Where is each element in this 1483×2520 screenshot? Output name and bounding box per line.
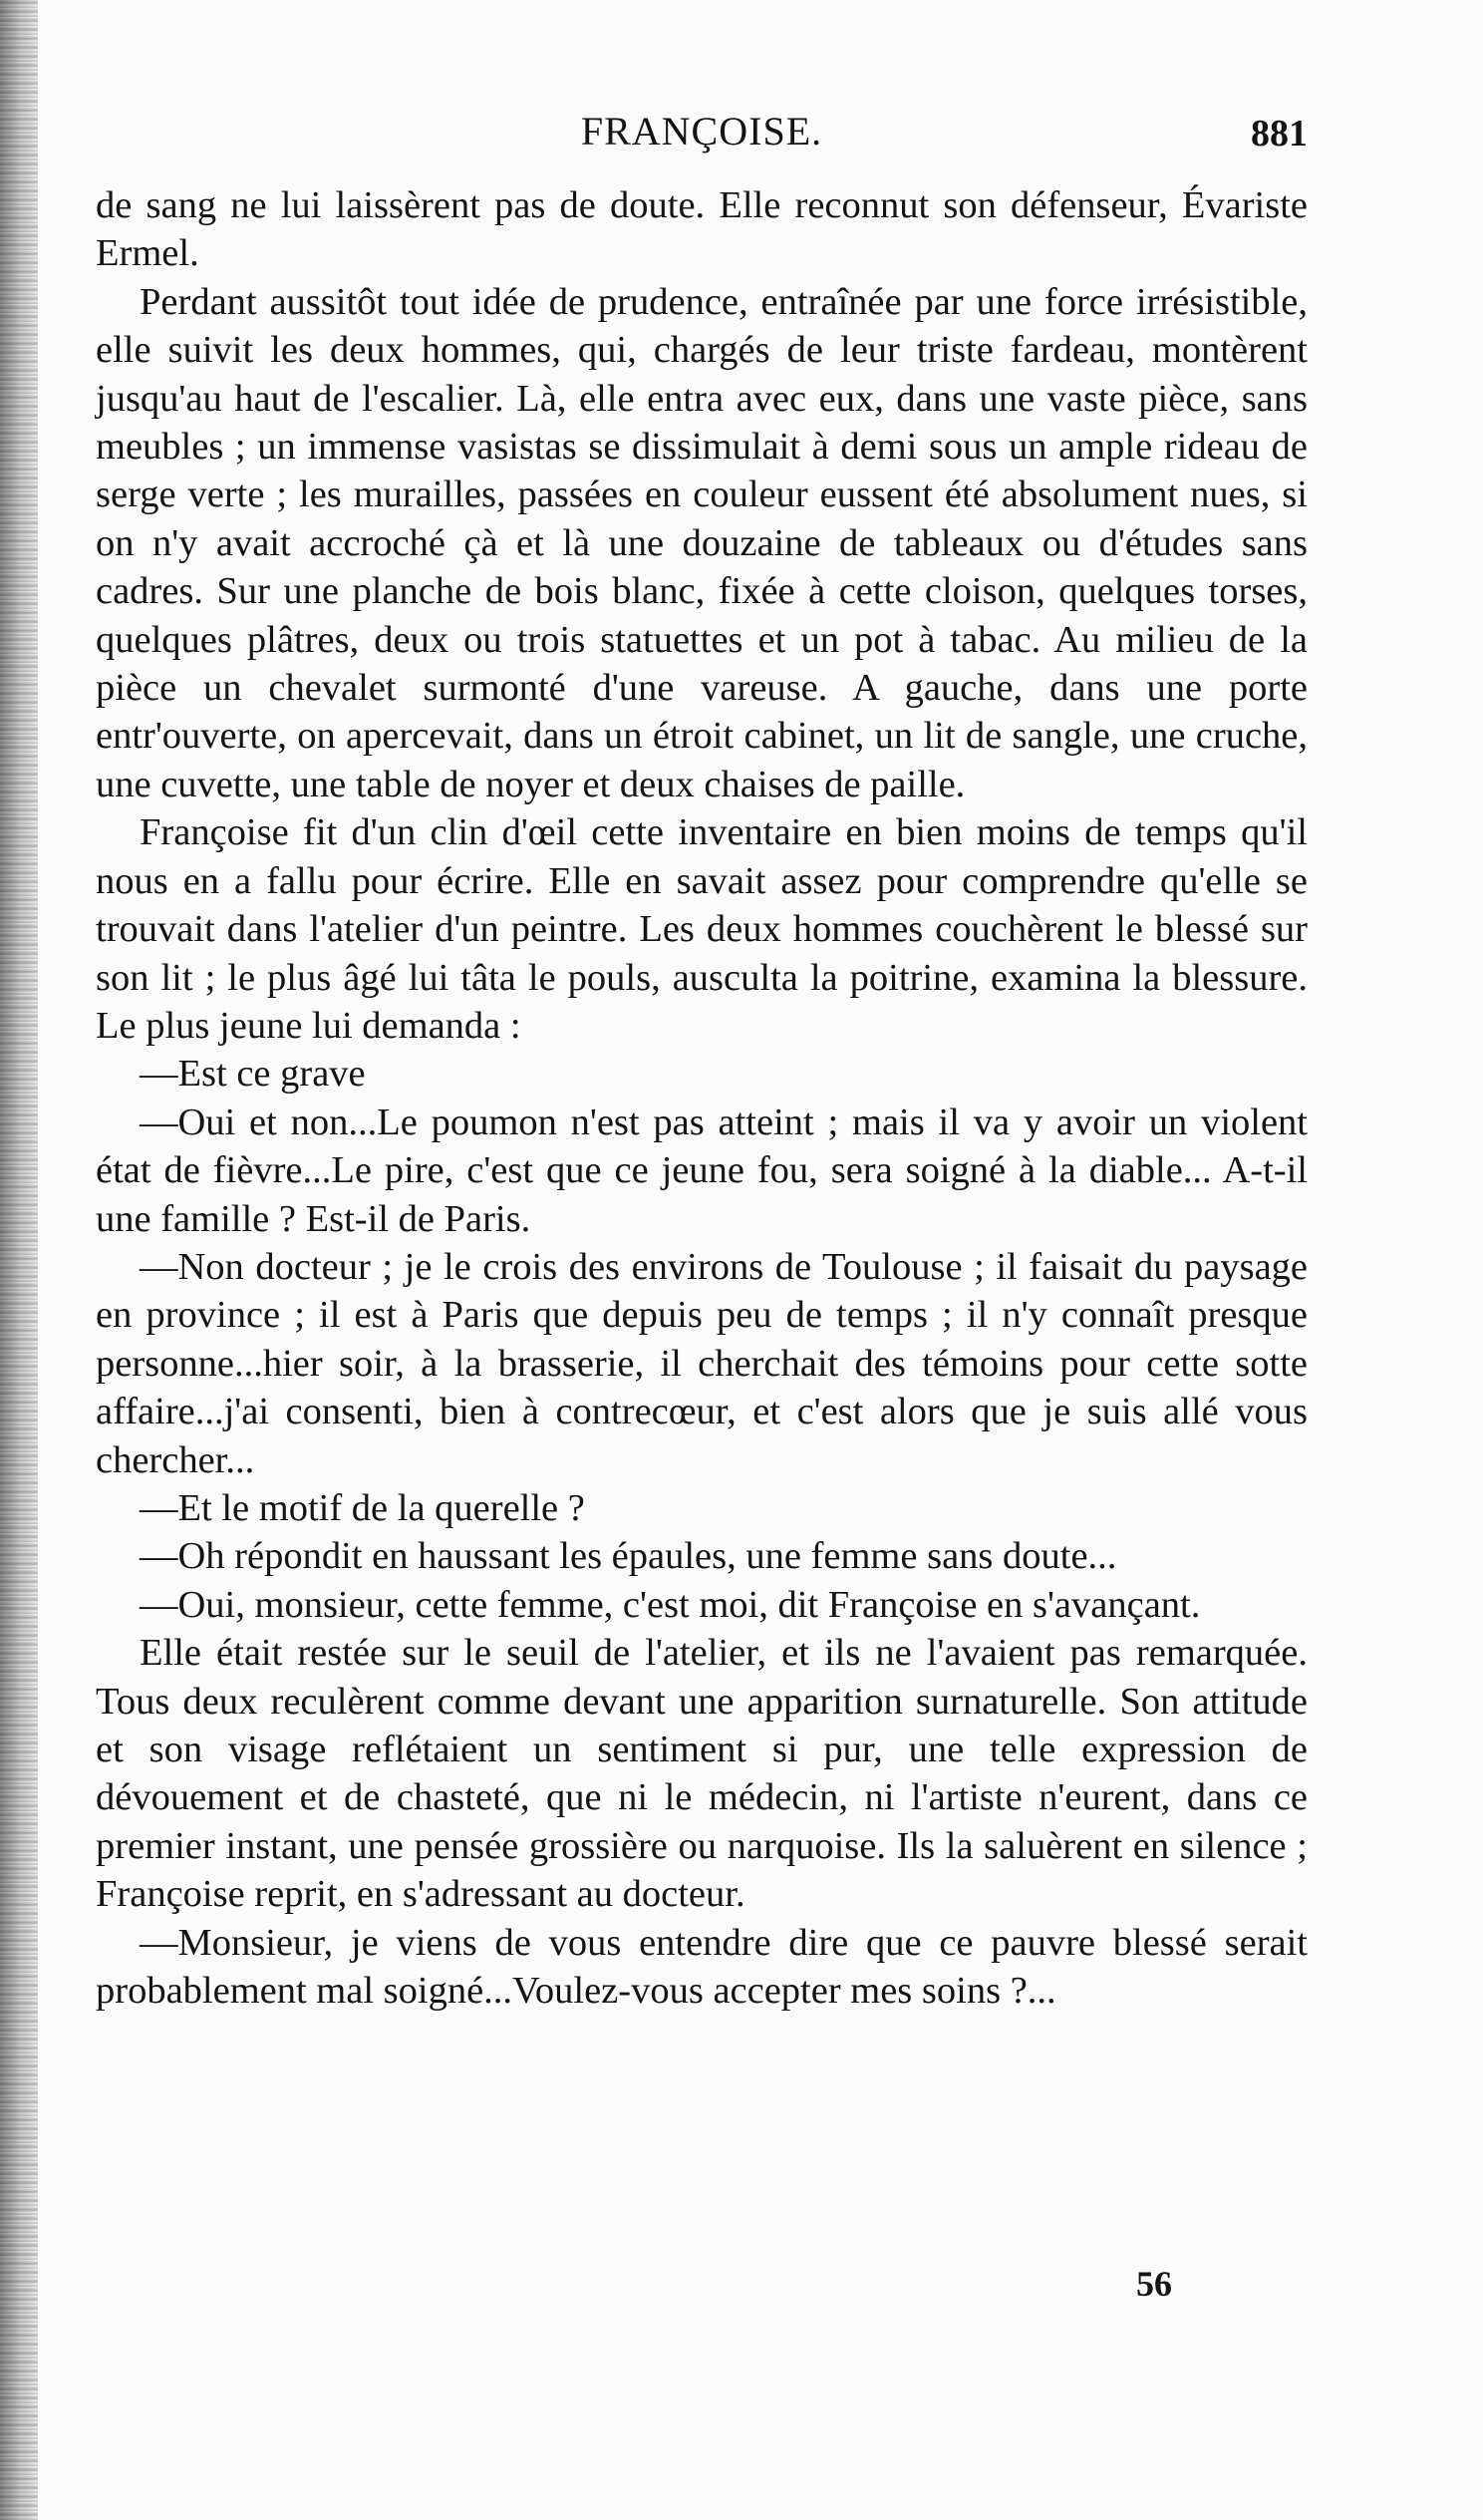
paragraph: Perdant aussitôt tout idée de prudence, entraînée par une force irrésistible, elle suivit les deux hommes, qui, chargés de leur triste fardeau, montèrent jusqu'au haut de l'escalier. Là, elle entra avec eux, dans une vaste pièce, sans meubles ; un immense vasistas se dissimulait à demi sous un ample rideau de serge verte ; les murailles, passées en couleur eussent été absolument nues, si on n'y avait accroché çà et là une douzaine de tableaux ou d'études sans cadres. Sur une planche de bois blanc, fixée à cette cloison, quelques torses, quelques plâtres, deux ou trois statuettes et un pot à tabac. Au milieu de la pièce un chevalet surmonté d'une vareuse. A gauche, dans une porte entr'ouverte, on apercevait, dans un étroit cabinet, un lit de sangle, une cruche, une cuvette, une table de noyer et deux chaises de paille. (96, 280, 1308, 805)
dialogue-line: —Non docteur ; je le crois des environs de Toulouse ; il faisait du paysage en province ; il est à Paris que depuis peu de temps ; il n'y connaît presque personne...hier soir, à la brasserie, il cherchait des témoins pour cette sotte affaire...j'ai consenti, bien à contrecœur, et c'est alors que je suis allé vous chercher... (96, 1245, 1308, 1481)
body-text (96, 181, 1308, 2015)
binding-shadow (0, 0, 38, 2520)
running-title: FRANÇOISE. (580, 109, 823, 154)
dialogue-line: —Oh répondit en haussant les épaules, une femme sans doute... (140, 1535, 1117, 1578)
dialogue-line: —Et le motif de la querelle ? (140, 1486, 585, 1529)
dialogue-line: —Oui et non...Le poumon n'est pas atteint ; mais il va y avoir un violent état de fièvre...Le pire, c'est que ce jeune fou, sera soigné à la diable... A-t-il une famille ? Est-il de Paris. (96, 1101, 1308, 1240)
dialogue-line: —Oui, monsieur, cette femme, c'est moi, dit Françoise en s'avançant. (140, 1583, 1201, 1626)
dialogue-line: —Monsieur, je viens de vous entendre dire que ce pauvre blessé serait probablement mal soigné...Voulez-vous accepter mes soins ?... (96, 1921, 1308, 2013)
page-number: 881 (1251, 113, 1308, 155)
paragraph: Elle était restée sur le seuil de l'atelier, et ils ne l'avaient pas remarquée. Tous deux reculèrent comme devant une apparition surnaturelle. Son attitude et son visage reflétaient un sentiment si pur, une telle expression de dévouement et de chasteté, que ni le médecin, ni l'artiste n'eurent, dans ce premier instant, une pensée grossière ou narquoise. Ils la saluèrent en silence ; Françoise reprit, en s'adressant au docteur. (96, 1632, 1308, 1916)
signature-mark: 56 (1136, 2264, 1172, 2304)
dialogue-line: —Est ce grave (140, 1053, 366, 1096)
paragraph: Françoise fit d'un clin d'œil cette inventaire en bien moins de temps qu'il nous en a fallu pour écrire. Elle en savait assez pour comprendre qu'elle se trouvait dans l'atelier d'un peintre. Les deux hommes couchèrent le blessé sur son lit ; le plus âgé lui tâta le pouls, ausculta la poitrine, examina la blessure. Le plus jeune lui demanda : (96, 811, 1308, 1047)
paragraph: de sang ne lui laissèrent pas de doute. Elle reconnut son défenseur, Évariste Ermel. (96, 184, 1308, 275)
page-header (96, 108, 1308, 167)
